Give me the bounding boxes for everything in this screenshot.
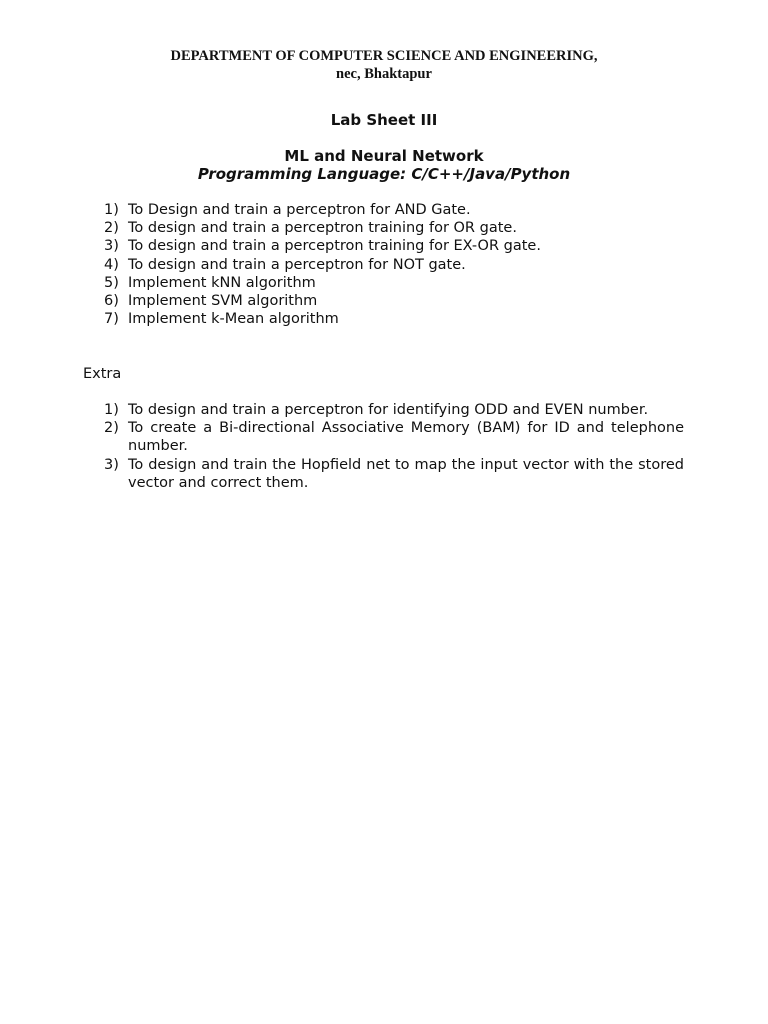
list-item [0, 219, 768, 237]
lab-sheet-title: Lab Sheet III [330, 111, 438, 129]
item-text: To Design and train a perceptron for AND Gate. [128, 202, 471, 218]
item-text: To create a Bi-directional Associative Memory (BAM) for ID and telephone number. [128, 420, 684, 455]
item-number: 1) [104, 202, 119, 218]
list-item [0, 237, 768, 255]
list-item [0, 292, 768, 310]
item-text: Implement kNN algorithm [128, 274, 316, 291]
item-number: 5) [104, 274, 119, 291]
item-number: 2) [104, 420, 119, 437]
list-item [0, 274, 768, 292]
item-number: 3) [104, 238, 119, 255]
item-number: 6) [104, 293, 119, 310]
list-item [0, 401, 768, 419]
list-item [0, 419, 768, 455]
list-item [0, 310, 768, 328]
item-text: Implement SVM algorithm [128, 293, 318, 310]
item-text: Implement k-Mean algorithm [128, 311, 339, 328]
item-text: To design and train a perceptron training for EX-OR gate. [128, 238, 541, 255]
item-number: 2) [104, 220, 119, 237]
institution-name: nec, Bhaktapur [336, 66, 432, 82]
subject-title: ML and Neural Network [284, 147, 484, 165]
item-number: 4) [104, 256, 119, 273]
list-item [0, 256, 768, 274]
item-text: To design and train a perceptron for identifying ODD and EVEN number. [128, 402, 649, 418]
programming-language: Programming Language: C/C++/Java/Python [197, 165, 571, 183]
department-name: DEPARTMENT OF COMPUTER SCIENCE AND ENGINEERING, [170, 48, 598, 64]
item-text: To design and train a perceptron for NOT gate. [128, 256, 466, 273]
extra-task-list [0, 401, 768, 492]
extra-heading: Extra [83, 366, 122, 382]
item-number: 7) [104, 311, 119, 328]
item-text: To design and train the Hopfield net to map the input vector with the stored vector and correct them. [128, 456, 684, 491]
task-list [0, 201, 768, 328]
list-item [0, 456, 768, 492]
item-text: To design and train a perceptron training for OR gate. [128, 220, 517, 237]
item-number: 3) [104, 456, 119, 473]
list-item [0, 201, 768, 219]
item-number: 1) [104, 402, 119, 418]
